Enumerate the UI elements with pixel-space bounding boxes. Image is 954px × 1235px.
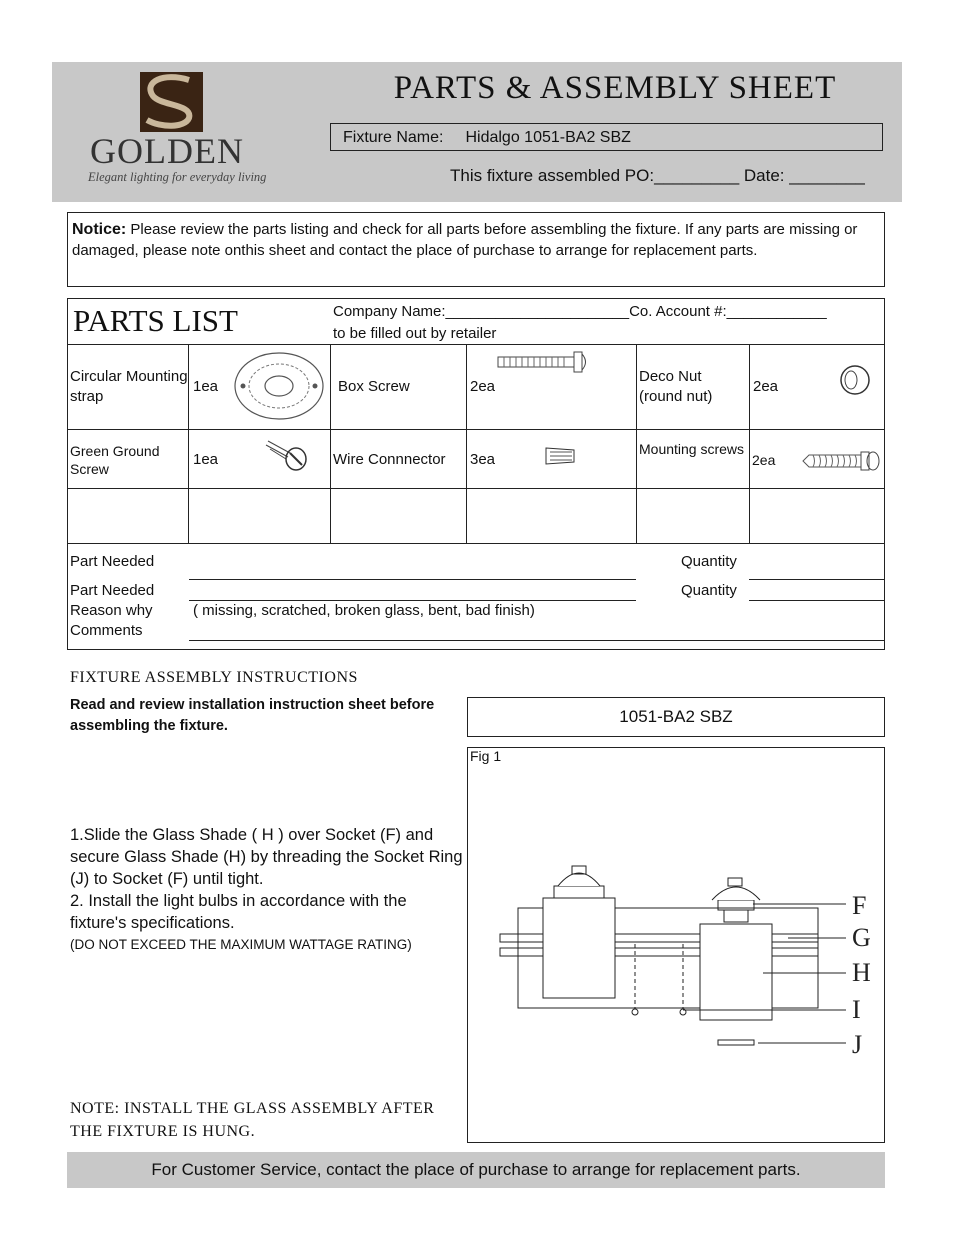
box-screw-icon [496, 349, 591, 375]
ground-screw-icon [264, 439, 310, 473]
assembly-steps [70, 824, 465, 956]
part-qty-3: 2ea [753, 378, 779, 395]
part-name-4: Green Ground Screw [70, 443, 160, 477]
company-account-line: Company Name:______________________Co. Account #:____________ [333, 303, 827, 320]
notice-label: Notice: [72, 221, 127, 238]
mounting-screw-icon [801, 449, 883, 473]
notice-text: Please review the parts listing and check for all parts before assembling the fixture. If any parts are missing or damaged, please note onthis sheet and contact the place of purchase to arrange for replacement parts. [72, 221, 858, 259]
glass-assembly-note: NOTE: INSTALL THE GLASS ASSEMBLY AFTER THE FIXTURE IS HUNG. [70, 1100, 435, 1140]
part-needed-label-2: Part Needed [70, 582, 155, 599]
part-name-3: Deco Nut (round nut) [639, 368, 713, 405]
retailer-note: to be filled out by retailer [333, 325, 497, 342]
read-instructions-note: Read and review installation instruction sheet before assembling the fixture. [70, 697, 435, 734]
label-G: G [852, 923, 871, 952]
label-F: F [852, 891, 867, 920]
comments-label: Comments [70, 622, 143, 639]
label-J: J [852, 1030, 863, 1059]
customer-service-footer: For Customer Service, contact the place of purchase to arrange for replacement parts. [67, 1152, 885, 1188]
quantity-label-1: Quantity [681, 553, 737, 570]
assembly-diagram [468, 748, 884, 1142]
parts-list-table [67, 298, 885, 650]
part-name-2: Box Screw [338, 378, 410, 395]
figure-label: Fig 1 [470, 748, 502, 764]
wire-connector-icon [544, 445, 578, 467]
brand-tagline: Elegant lighting for everyday living [88, 170, 267, 184]
quantity-label-2: Quantity [681, 582, 737, 599]
part-qty-1: 1ea [193, 378, 219, 395]
wattage-warning: (DO NOT EXCEED THE MAXIMUM WATTAGE RATING) [70, 937, 412, 952]
part-qty-6: 2ea [752, 452, 776, 468]
brand-name: GOLDEN [90, 131, 244, 171]
step-2: 2. Install the light bulbs in accordance with the fixture's specifications. [70, 892, 407, 932]
fixture-name-label: Fixture Name: [343, 129, 444, 146]
step-1: 1.Slide the Glass Shade ( H ) over Socket (F) and secure Glass Shade (H) by threading the Socket Ring (J) to Socket (F) until tight. [70, 826, 463, 888]
reason-why-label: Reason why [70, 602, 153, 619]
assembly-heading: FIXTURE ASSEMBLY INSTRUCTIONS [70, 669, 358, 686]
mounting-plate-icon [233, 349, 325, 423]
part-name-6: Mounting screws [639, 441, 745, 457]
label-I: I [852, 995, 861, 1024]
round-nut-icon [838, 363, 872, 397]
parts-list-title: PARTS LIST [73, 303, 238, 338]
page-title: PARTS & ASSEMBLY SHEET [393, 70, 837, 106]
fixture-name-box [330, 123, 883, 151]
part-needed-label-1: Part Needed [70, 553, 155, 570]
part-qty-5: 3ea [470, 451, 496, 468]
part-qty-4: 1ea [193, 451, 219, 468]
fixture-name-value: Hidalgo 1051-BA2 SBZ [465, 129, 631, 146]
label-H: H [852, 958, 871, 987]
reason-options: ( missing, scratched, broken glass, bent, bad finish) [193, 602, 535, 619]
notice-box [67, 212, 885, 287]
part-name-1: Circular Mounting strap [70, 368, 188, 405]
model-number-box: 1051-BA2 SBZ [467, 697, 885, 737]
part-name-5: Wire Connnector [333, 451, 446, 468]
part-qty-2: 2ea [470, 378, 496, 395]
po-date-line: This fixture assembled PO:_________ Date: ________ [450, 166, 865, 185]
